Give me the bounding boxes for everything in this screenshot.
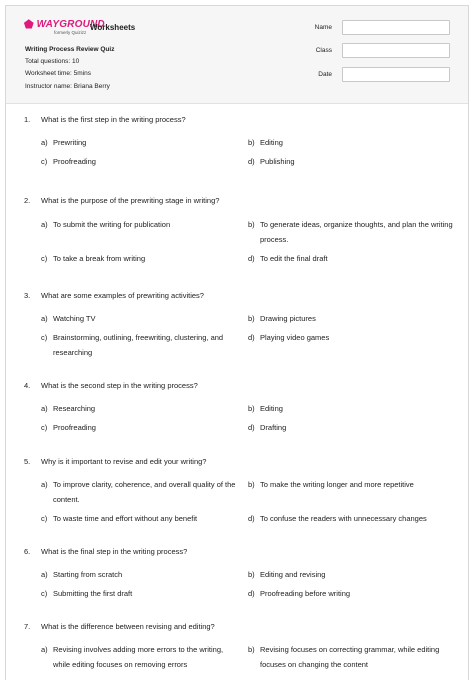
option-d: d) Drafting	[248, 423, 287, 432]
date-field-row	[315, 67, 450, 81]
option-d: d) To edit the final draft	[248, 254, 328, 263]
question-stem: 3. What are some examples of prewriting activities?	[24, 291, 204, 300]
option-c: c) Brainstorming, outlining, freewriting, clustering, and researching	[41, 333, 224, 357]
date-field[interactable]	[342, 67, 450, 82]
class-field[interactable]	[342, 43, 450, 58]
quiz-title: Writing Process Review Quiz	[25, 46, 115, 53]
name-field-row	[315, 20, 450, 34]
date-label: Date	[318, 70, 332, 78]
option-b: b) To make the writing longer and more repetitive	[248, 480, 414, 489]
option-a: a) Revising involves adding more errors to the writing, while editing focuses on removing errors	[41, 645, 224, 669]
class-label: Class	[315, 47, 332, 54]
option-a: a) Watching TV	[41, 314, 96, 323]
question-stem: 6. What is the final step in the writing process?	[24, 547, 188, 556]
option-a: a) Prewriting	[41, 138, 87, 147]
option-b: b) Revising focuses on correcting grammar, while editing focuses on changing the content	[248, 645, 440, 669]
option-b: b) Editing and revising	[248, 570, 326, 579]
worksheet-time: Worksheet time: 5mins	[25, 70, 91, 78]
question-stem: 5. Why is it important to revise and edit your writing?	[24, 457, 207, 466]
option-d: d) To confuse the readers with unnecessary changes	[248, 514, 427, 523]
name-label: Name	[314, 23, 332, 31]
option-c: c) To waste time and effort without any benefit	[41, 514, 198, 523]
quiz-meta	[25, 44, 114, 93]
option-a: a) Researching	[41, 404, 96, 413]
name-field[interactable]	[342, 20, 450, 35]
wayground-logo-mark-icon: ⬟	[24, 19, 34, 31]
worksheets-label: Worksheets	[90, 23, 136, 32]
class-field-row	[315, 44, 450, 58]
option-a: a) To improve clarity, coherence, and overall quality of the content.	[41, 480, 236, 504]
option-b: b) Editing	[248, 404, 283, 413]
question-stem: 2. What is the purpose of the prewriting stage in writing?	[24, 196, 220, 205]
question-stem: 7. What is the difference between revising and editing?	[24, 622, 215, 631]
option-c: c) Proofreading	[41, 157, 96, 166]
student-fields	[315, 20, 450, 91]
worksheet-header	[6, 6, 468, 104]
total-questions: Total questions: 10	[25, 58, 80, 66]
option-a: a) To submit the writing for publication	[41, 220, 171, 229]
option-b: b) Drawing pictures	[248, 314, 316, 323]
question-stem: 1. What is the first step in the writing process?	[24, 115, 186, 124]
instructor-name: Instructor name: Briana Berry	[25, 82, 110, 90]
question-stem: 4. What is the second step in the writing process?	[24, 381, 198, 390]
worksheet-page	[5, 5, 469, 680]
logo-subtitle: formerly Quizizz	[54, 30, 87, 35]
option-a: a) Starting from scratch	[41, 570, 123, 579]
option-b: b) To generate ideas, organize thoughts, and plan the writing process.	[248, 220, 453, 244]
option-d: d) Proofreading before writing	[248, 589, 351, 598]
option-c: c) To take a break from writing	[41, 254, 146, 263]
option-c: c) Proofreading	[41, 423, 96, 432]
logo-wordmark: WAYGROUND	[36, 19, 105, 30]
option-c: c) Submitting the first draft	[41, 589, 133, 598]
option-d: d) Playing video games	[248, 333, 330, 342]
option-d: d) Publishing	[248, 157, 295, 166]
option-b: b) Editing	[248, 138, 283, 147]
